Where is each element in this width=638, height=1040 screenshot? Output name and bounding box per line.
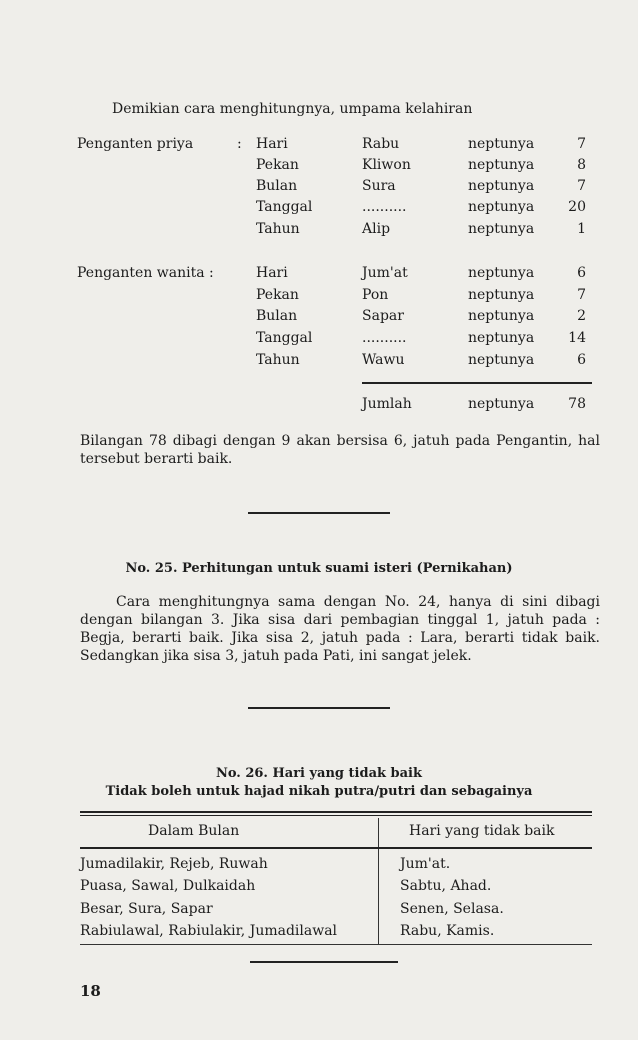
sum-rule bbox=[362, 382, 592, 384]
total-number: 78 bbox=[568, 396, 586, 412]
field-value: Sapar bbox=[362, 308, 404, 324]
section26-title: No. 26. Hari yang tidak baik bbox=[215, 766, 423, 781]
field-value: .......... bbox=[362, 199, 407, 215]
field-label: Bulan bbox=[256, 308, 298, 324]
total-label: Jumlah bbox=[362, 396, 412, 412]
neptu-word: neptunya bbox=[468, 221, 535, 237]
neptu-word: neptunya bbox=[468, 265, 535, 281]
section25-body: Cara menghitungnya sama dengan No. 24, hanya di sini dibagi dengan bilangan 3. Jika sisa dari pembagian tinggal 1, jatuh pada : Begja, berarti baik. Jika sisa 2, jatuh pada : Lara, berarti tidak baik. Sedangkan jika sisa 3, jatuh pada Pati, ini sangat jelek. bbox=[80, 594, 600, 664]
field-label: Pekan bbox=[256, 157, 299, 173]
table-cell-months: Puasa, Sawal, Dulkaidah bbox=[80, 878, 256, 894]
field-value: .......... bbox=[362, 330, 407, 346]
field-value: Kliwon bbox=[362, 157, 411, 173]
field-value: Wawu bbox=[362, 352, 405, 368]
table-header-months: Dalam Bulan bbox=[148, 823, 240, 839]
neptu-word: neptunya bbox=[468, 330, 535, 346]
intro-text: Demikian cara menghitungnya, umpama kelahiran bbox=[112, 101, 473, 117]
section-divider bbox=[250, 961, 398, 963]
table-cell-months: Rabiulawal, Rabiulakir, Jumadilawal bbox=[80, 923, 338, 939]
groom-colon: : bbox=[237, 136, 242, 152]
field-label: Tahun bbox=[256, 221, 300, 237]
neptu-word: neptunya bbox=[468, 136, 535, 152]
field-label: Bulan bbox=[256, 178, 298, 194]
bride-label: Penganten wanita : bbox=[77, 265, 214, 281]
table-top-rule bbox=[80, 815, 592, 816]
field-value: Sura bbox=[362, 178, 396, 194]
field-label: Tahun bbox=[256, 352, 300, 368]
table-cell-months: Besar, Sura, Sapar bbox=[80, 901, 213, 917]
table-cell-days: Rabu, Kamis. bbox=[400, 923, 495, 939]
neptu-word: neptunya bbox=[468, 396, 535, 412]
field-value: Jum'at bbox=[362, 265, 408, 281]
table-column-divider bbox=[378, 818, 379, 944]
field-value: Rabu bbox=[362, 136, 400, 152]
neptu-word: neptunya bbox=[468, 352, 535, 368]
groom-label: Penganten priya bbox=[77, 136, 194, 152]
table-bottom-rule bbox=[80, 944, 592, 945]
neptu-number: 6 bbox=[577, 352, 586, 368]
page-number: 18 bbox=[80, 982, 101, 1000]
table-header-rule bbox=[80, 847, 592, 849]
field-label: Hari bbox=[256, 136, 288, 152]
neptu-number: 8 bbox=[577, 157, 586, 173]
table-top-rule bbox=[80, 811, 592, 813]
table-cell-months: Jumadilakir, Rejeb, Ruwah bbox=[80, 856, 268, 872]
field-value: Alip bbox=[362, 221, 391, 237]
table-header-days: Hari yang tidak baik bbox=[409, 823, 555, 839]
neptu-number: 7 bbox=[577, 178, 586, 194]
field-value: Pon bbox=[362, 287, 389, 303]
neptu-number: 7 bbox=[577, 136, 586, 152]
neptu-number: 2 bbox=[577, 308, 586, 324]
field-label: Tanggal bbox=[256, 199, 313, 215]
neptu-number: 20 bbox=[568, 199, 586, 215]
section-divider bbox=[248, 707, 390, 709]
result-paragraph: Bilangan 78 dibagi dengan 9 akan bersisa 6, jatuh pada Pengantin, hal tersebut berarti baik. bbox=[80, 433, 600, 467]
field-label: Pekan bbox=[256, 287, 299, 303]
neptu-word: neptunya bbox=[468, 157, 535, 173]
field-label: Tanggal bbox=[256, 330, 313, 346]
neptu-number: 14 bbox=[568, 330, 586, 346]
section-divider bbox=[248, 512, 390, 514]
section26-subtitle: Tidak boleh untuk hajad nikah putra/putri dan sebagainya bbox=[105, 784, 533, 799]
neptu-number: 1 bbox=[577, 221, 586, 237]
neptu-number: 6 bbox=[577, 265, 586, 281]
neptu-word: neptunya bbox=[468, 308, 535, 324]
neptu-word: neptunya bbox=[468, 199, 535, 215]
table-cell-days: Jum'at. bbox=[400, 856, 451, 872]
neptu-number: 7 bbox=[577, 287, 586, 303]
table-cell-days: Sabtu, Ahad. bbox=[400, 878, 492, 894]
neptu-word: neptunya bbox=[468, 287, 535, 303]
section25-title: No. 25. Perhitungan untuk suami isteri (Pernikahan) bbox=[125, 561, 513, 576]
table-cell-days: Senen, Selasa. bbox=[400, 901, 504, 917]
field-label: Hari bbox=[256, 265, 288, 281]
neptu-word: neptunya bbox=[468, 178, 535, 194]
